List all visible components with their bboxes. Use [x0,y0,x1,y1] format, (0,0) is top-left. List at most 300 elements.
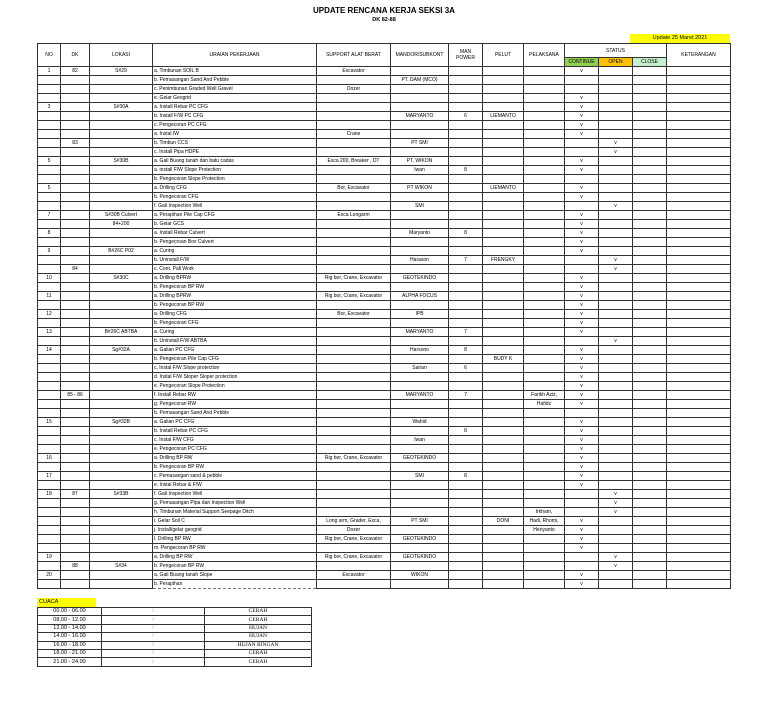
row-foreman: GEOTEKINDO [391,535,449,544]
row-executor: Farikh Aziz, [524,391,565,400]
row-executor [524,211,565,220]
row-number [38,535,61,544]
row-status-open [599,184,633,193]
row-status-continue: v [565,301,599,310]
row-status-open [599,130,633,139]
row-note [667,526,731,535]
row-status-close [633,391,667,400]
row-foreman [391,562,449,571]
row-dk [61,571,90,580]
row-number [38,220,61,229]
row-status-continue [565,337,599,346]
row-note [667,166,731,175]
row-status-open [599,544,633,553]
row-equipment: Dozer [317,85,391,94]
row-pelut [483,499,524,508]
header-keterangan: KETERANGAN [667,44,731,67]
row-location: S#33B [90,490,153,499]
row-location [90,85,153,94]
row-dk [61,409,90,418]
row-equipment [317,463,391,472]
row-number: 5 [38,184,61,193]
row-task: e. Instal Rebar & F/W [153,481,317,490]
row-foreman [391,247,449,256]
row-status-close [633,139,667,148]
row-location [90,283,153,292]
row-note [667,382,731,391]
row-status-open [599,175,633,184]
row-foreman: GEOTEKINDO [391,274,449,283]
row-note [667,436,731,445]
row-task: e. Pengecoran PC CFG [153,445,317,454]
row-status-open [599,382,633,391]
row-status-open [599,247,633,256]
row-note [667,355,731,364]
row-note [667,490,731,499]
row-location: Sg#32B [90,418,153,427]
row-note [667,400,731,409]
row-location [90,337,153,346]
row-status-open [599,436,633,445]
row-status-close [633,436,667,445]
row-note [667,553,731,562]
row-dk [61,229,90,238]
row-man-power [449,319,483,328]
row-executor [524,175,565,184]
row-task: a. Drilling CFG [153,184,317,193]
row-executor [524,238,565,247]
row-dk [61,130,90,139]
row-task: a. Drilling BP RW [153,553,317,562]
row-task: l. Drilling BP RW [153,535,317,544]
header-status: STATUS [565,44,667,58]
row-pelut [483,418,524,427]
row-task: b. Pemasangan Sand And Pebble [153,76,317,85]
row-dk [61,580,90,589]
row-man-power [449,193,483,202]
row-pelut [483,130,524,139]
row-equipment [317,364,391,373]
row-number: 11 [38,292,61,301]
weather-time: 18.00 - 21.00 [38,649,102,657]
row-equipment: Excavator [317,571,391,580]
row-status-continue: v [565,463,599,472]
row-task: b. Gelar GCS [153,220,317,229]
row-number: 3 [38,103,61,112]
row-number [38,265,61,274]
row-number [38,202,61,211]
row-number [38,463,61,472]
row-dk [61,184,90,193]
row-location [90,229,153,238]
row-status-continue: v [565,229,599,238]
row-status-close [633,499,667,508]
row-equipment [317,580,391,589]
row-status-continue: v [565,517,599,526]
row-note [667,274,731,283]
row-status-continue: v [565,436,599,445]
row-equipment: Bor, Excavator [317,184,391,193]
row-note [667,103,731,112]
row-equipment: Rig bor, Crane, Excavator [317,274,391,283]
row-dk [61,94,90,103]
row-status-continue [565,265,599,274]
row-executor: Heriyanto [524,526,565,535]
row-foreman [391,337,449,346]
row-location: S#30B [90,157,153,166]
row-task: a. Gali Buang tanah Slope [153,571,317,580]
row-man-power: 6 [449,364,483,373]
row-pelut: LIEMANTO [483,112,524,121]
row-equipment: Long arm, Grader, Exca, [317,517,391,526]
row-equipment [317,319,391,328]
row-status-continue: v [565,373,599,382]
table-row [38,508,731,517]
row-foreman [391,319,449,328]
row-task: b. Pengecoran BP RW [153,463,317,472]
table-row [38,481,731,490]
row-location: S#34 [90,562,153,571]
row-foreman: Harsono [391,346,449,355]
row-dk [61,535,90,544]
update-date-badge: Update 25 Maret 2021 [630,34,730,43]
row-status-close [633,301,667,310]
row-man-power [449,508,483,517]
row-number: 1 [38,67,61,76]
row-task: a. Drilling BPRW [153,274,317,283]
row-status-continue: v [565,580,599,589]
row-equipment: Rig bor, Crane, Excavator [317,553,391,562]
row-note [667,319,731,328]
row-man-power [449,301,483,310]
row-pelut [483,166,524,175]
row-status-close [633,283,667,292]
row-foreman: Iwan [391,436,449,445]
row-equipment [317,256,391,265]
table-row [38,328,731,337]
row-status-open: v [599,139,633,148]
row-pelut [483,157,524,166]
table-row [38,346,731,355]
row-equipment [317,301,391,310]
row-location [90,310,153,319]
row-status-open [599,229,633,238]
table-row [38,553,731,562]
row-number [38,544,61,553]
row-status-continue: v [565,157,599,166]
row-number [38,391,61,400]
row-task: c. Pemasangan sand & pebble [153,472,317,481]
row-status-continue: v [565,526,599,535]
table-row [38,301,731,310]
row-executor [524,184,565,193]
weather-row [38,616,312,624]
table-row [38,292,731,301]
row-pelut [483,445,524,454]
table-row [38,229,731,238]
row-task: b. Pengecoran CFG [153,319,317,328]
row-note [667,481,731,490]
row-status-close [633,67,667,76]
row-location [90,535,153,544]
header-continue: CONTINUE [565,58,599,67]
row-pelut [483,373,524,382]
row-status-close [633,148,667,157]
row-task: f. Install Rebar RW [153,391,317,400]
row-man-power: 8 [449,472,483,481]
row-foreman: MARYANTO [391,328,449,337]
row-pelut [483,211,524,220]
row-note [667,139,731,148]
row-task: b. Pengecroan Box Culvert [153,238,317,247]
weather-condition: HUJAN [205,624,312,632]
row-task: a. Perapihan Pile Cap CFG [153,211,317,220]
row-equipment [317,481,391,490]
row-foreman: ALPHA FOCUS [391,292,449,301]
row-dk [61,175,90,184]
row-location: S#30C [90,274,153,283]
row-location [90,373,153,382]
row-status-continue: v [565,211,599,220]
row-status-close [633,220,667,229]
row-note [667,346,731,355]
row-task: m. Pengecoran BP RW [153,544,317,553]
row-status-continue [565,256,599,265]
row-executor [524,274,565,283]
row-status-continue: v [565,121,599,130]
row-task: c. Instal F/W Slope protection [153,364,317,373]
work-rows [38,67,731,589]
weather-row [38,633,312,641]
table-row [38,580,731,589]
row-status-open [599,346,633,355]
row-location [90,265,153,274]
row-number [38,427,61,436]
row-foreman [391,580,449,589]
row-status-open [599,310,633,319]
row-pelut [483,292,524,301]
row-location [90,517,153,526]
row-pelut [483,94,524,103]
row-foreman [391,130,449,139]
row-equipment [317,409,391,418]
row-note [667,292,731,301]
row-number [38,175,61,184]
row-pelut [483,76,524,85]
row-man-power [449,580,483,589]
row-man-power: 8 [449,229,483,238]
row-location [90,193,153,202]
row-dk [61,301,90,310]
row-note [667,148,731,157]
row-number [38,121,61,130]
row-man-power [449,85,483,94]
row-man-power [449,130,483,139]
row-foreman [391,445,449,454]
row-man-power: 7 [449,328,483,337]
weather-condition: CERAH [205,616,312,624]
row-status-continue: v [565,454,599,463]
table-row [38,265,731,274]
row-equipment: Rig bor, Crane, Excavator [317,454,391,463]
row-pelut [483,454,524,463]
row-number [38,337,61,346]
row-dk [61,319,90,328]
row-status-open [599,319,633,328]
row-man-power [449,76,483,85]
row-note [667,499,731,508]
row-dk [61,292,90,301]
row-equipment [317,427,391,436]
row-status-close [633,337,667,346]
row-equipment [317,508,391,517]
row-man-power [449,562,483,571]
row-dk [61,472,90,481]
row-status-continue: v [565,382,599,391]
row-task: g. Pemasangan Pipa dan Inspection Well [153,499,317,508]
row-equipment [317,238,391,247]
row-foreman: PT. WIKON [391,157,449,166]
row-equipment [317,544,391,553]
row-dk [61,283,90,292]
row-task: c. Cont. Pall Work [153,265,317,274]
row-status-continue: v [565,481,599,490]
row-number: 12 [38,310,61,319]
row-task: a. Drilling CFG [153,310,317,319]
row-note [667,418,731,427]
table-row [38,445,731,454]
row-man-power [449,337,483,346]
row-dk [61,427,90,436]
row-equipment [317,265,391,274]
row-number [38,283,61,292]
row-location [90,139,153,148]
row-status-continue: v [565,130,599,139]
table-row [38,472,731,481]
row-status-close [633,481,667,490]
row-note [667,301,731,310]
weather-table [37,607,312,667]
row-foreman [391,301,449,310]
row-task: b. Uninstall F/W ABTBA [153,337,317,346]
row-task: a. Install Rebar PC CFG [153,103,317,112]
table-row [38,490,731,499]
table-row [38,436,731,445]
row-note [667,130,731,139]
table-row [38,571,731,580]
row-number [38,562,61,571]
row-executor [524,472,565,481]
row-note [667,67,731,76]
row-location [90,130,153,139]
table-row [38,256,731,265]
row-status-open: v [599,337,633,346]
row-task: a. install F/W Slope Protection [153,166,317,175]
row-foreman [391,499,449,508]
row-note [667,580,731,589]
row-dk [61,508,90,517]
row-executor: Hadi, Rhomi, [524,517,565,526]
row-status-close [633,355,667,364]
row-status-continue: v [565,67,599,76]
row-status-continue [565,85,599,94]
row-foreman [391,382,449,391]
row-executor [524,463,565,472]
row-note [667,508,731,517]
table-row [38,544,731,553]
row-executor [524,130,565,139]
row-status-close [633,229,667,238]
row-note [667,247,731,256]
row-location [90,526,153,535]
weather-time: 21.00 - 24.00 [38,658,102,666]
row-location [90,499,153,508]
row-foreman [391,508,449,517]
row-dk: 82 [61,67,90,76]
row-dk [61,454,90,463]
row-status-continue [565,76,599,85]
table-row [38,184,731,193]
row-number [38,76,61,85]
row-status-open [599,103,633,112]
row-location: S#29 [90,67,153,76]
row-dk [61,76,90,85]
row-status-continue: v [565,292,599,301]
row-executor: Hafidz [524,400,565,409]
row-executor [524,157,565,166]
row-executor [524,355,565,364]
row-equipment [317,283,391,292]
row-status-continue: v [565,247,599,256]
row-executor [524,490,565,499]
row-number [38,481,61,490]
table-row [38,310,731,319]
table-row [38,202,731,211]
row-dk [61,121,90,130]
row-executor [524,580,565,589]
row-location: S#30B Culvert [90,211,153,220]
row-pelut [483,175,524,184]
row-status-close [633,535,667,544]
weather-separator: : [102,641,205,649]
row-foreman: GEOTEKINDO [391,454,449,463]
row-status-open [599,472,633,481]
row-equipment: Exca 200, Breaker , DT [317,157,391,166]
row-pelut [483,346,524,355]
row-foreman [391,463,449,472]
row-man-power [449,373,483,382]
row-dk [61,373,90,382]
row-task: b. Perapihan [153,580,317,589]
table-row [38,418,731,427]
header-lokasi: LOKASI [90,44,153,67]
row-location [90,76,153,85]
row-number: 19 [38,553,61,562]
row-status-close [633,166,667,175]
row-foreman [391,67,449,76]
row-note [667,571,731,580]
row-number: 18 [38,490,61,499]
row-foreman [391,283,449,292]
table-row [38,220,731,229]
row-executor [524,571,565,580]
row-foreman: WIKON [391,571,449,580]
row-equipment [317,193,391,202]
weather-time: 00.00 - 06.00 [38,608,102,616]
table-row [38,400,731,409]
row-task: a. Gali Buang tanah dan batu cadas [153,157,317,166]
row-executor [524,535,565,544]
